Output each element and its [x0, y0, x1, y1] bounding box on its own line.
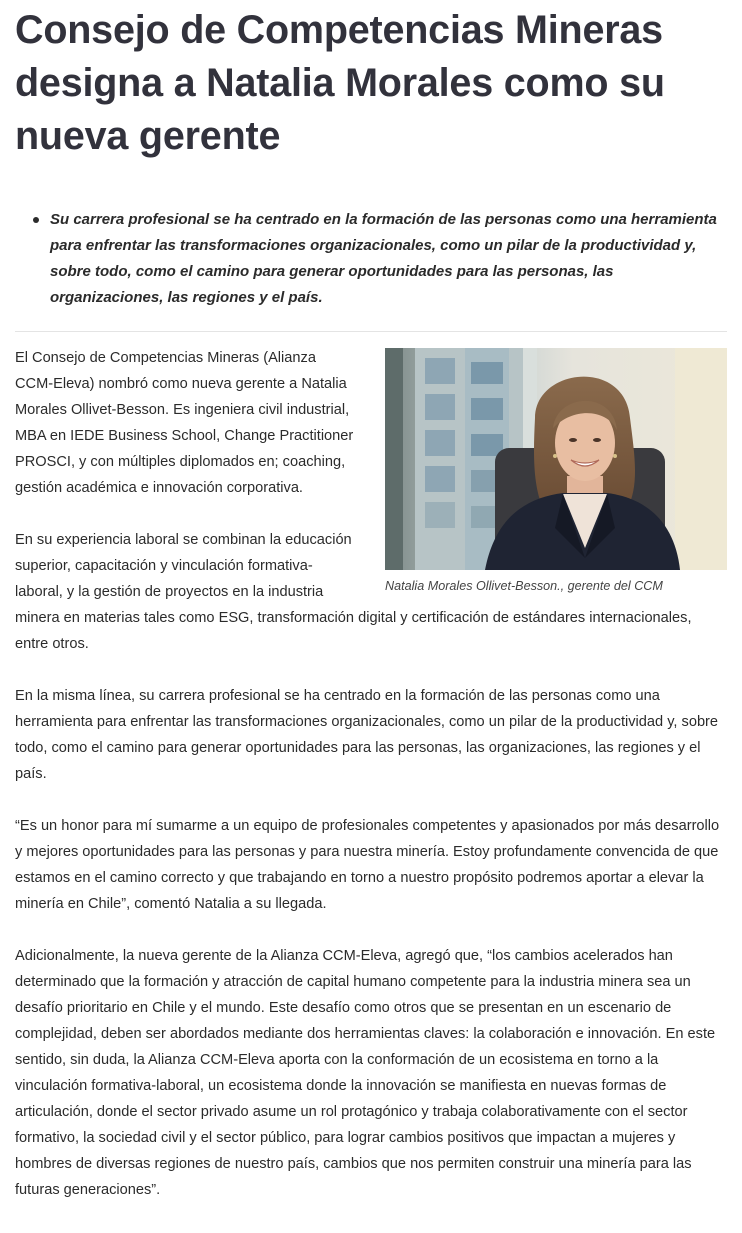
bullet-icon — [33, 217, 39, 223]
article-title: Consejo de Competencias Mineras designa a Natalia Morales como su nueva gerente — [15, 8, 665, 158]
article-paragraph: El Consejo de Competencias Mineras (Alianza CCM-Eleva) nombró como nueva gerente a Natalia Morales Ollivet-Besson. Es ingeniera civil industrial, MBA en IEDE Business School, Change Practitioner PROSCI, y con múltiples diplomados en; coaching, gestión académica e innovación corporativa. — [15, 350, 354, 496]
article-paragraph: En la misma línea, su carrera profesional se ha centrado en la formación de las personas como una herramienta para enfrentar las transformaciones organizacionales, como un pilar de la productividad y, sobre todo, como el camino para generar oportunidades para las personas, las organizaciones, las regiones y el país. — [15, 688, 719, 782]
article-paragraph: Adicionalmente, la nueva gerente de la Alianza CCM-Eleva, agregó que, “los cambios acelerados han determinado que la formación y atracción de capital humano competente para la industria minera sea un desafío prioritario en Chile y el mundo. Este desafío como otros que se presentan en un escenario de complejidad, deben ser abordados mediante dos herramientas claves: la colaboración e innovación. En este sentido, sin duda, la Alianza CCM-Eleva aporta con la conformación de un ecosistema en torno a la vinculación formativa-laboral, un ecosistema donde la innovación se manifiesta en nuevas formas de articulación, donde el sector privado asume un rol protagónico y trabaja colaborativamente con el sector formativo, la sociedad civil y el sector público, para lograr cambios positivos que impactan a mujeres y hombres de diversas regiones de nuestro país, cambios que nos permiten construir una minería para las futuras generaciones”. — [15, 948, 716, 1198]
divider — [15, 331, 727, 332]
portrait-photo — [385, 348, 727, 570]
article-figure — [385, 348, 727, 596]
article-lead — [50, 207, 727, 311]
article-paragraph: “Es un honor para mí sumarme a un equipo de profesionales competentes y apasionados por más desarrollo y mejores oportunidades para las personas y para nuestra minería. Estoy profundamente convencida de que estamos en el camino correcto y que trabajando en torno a nuestro propósito podremos aportar a elevar la minería en Chile”, comentó Natalia a su llegada. — [15, 818, 720, 912]
article-lead-text: Su carrera profesional se ha centrado en la formación de las personas como una herramienta para enfrentar las transformaciones organizacionales, como un pilar de la productividad y, sobre todo, como el camino para generar oportunidades para las personas, las organizaciones, las regiones y el país. — [50, 211, 717, 306]
article-body — [15, 345, 727, 1203]
image-caption: Natalia Morales Ollivet-Besson., gerente del CCM — [385, 579, 663, 593]
article-lead-list — [15, 207, 727, 311]
article — [0, 4, 742, 1203]
article-paragraph: En su experiencia laboral se combinan la educación superior, capacitación y vinculación formativa-laboral, y la gestión de proyectos en la industria minera en materias tales como ESG, transformación digital y certificación de estándares internacionales, entre otros. — [15, 532, 692, 652]
